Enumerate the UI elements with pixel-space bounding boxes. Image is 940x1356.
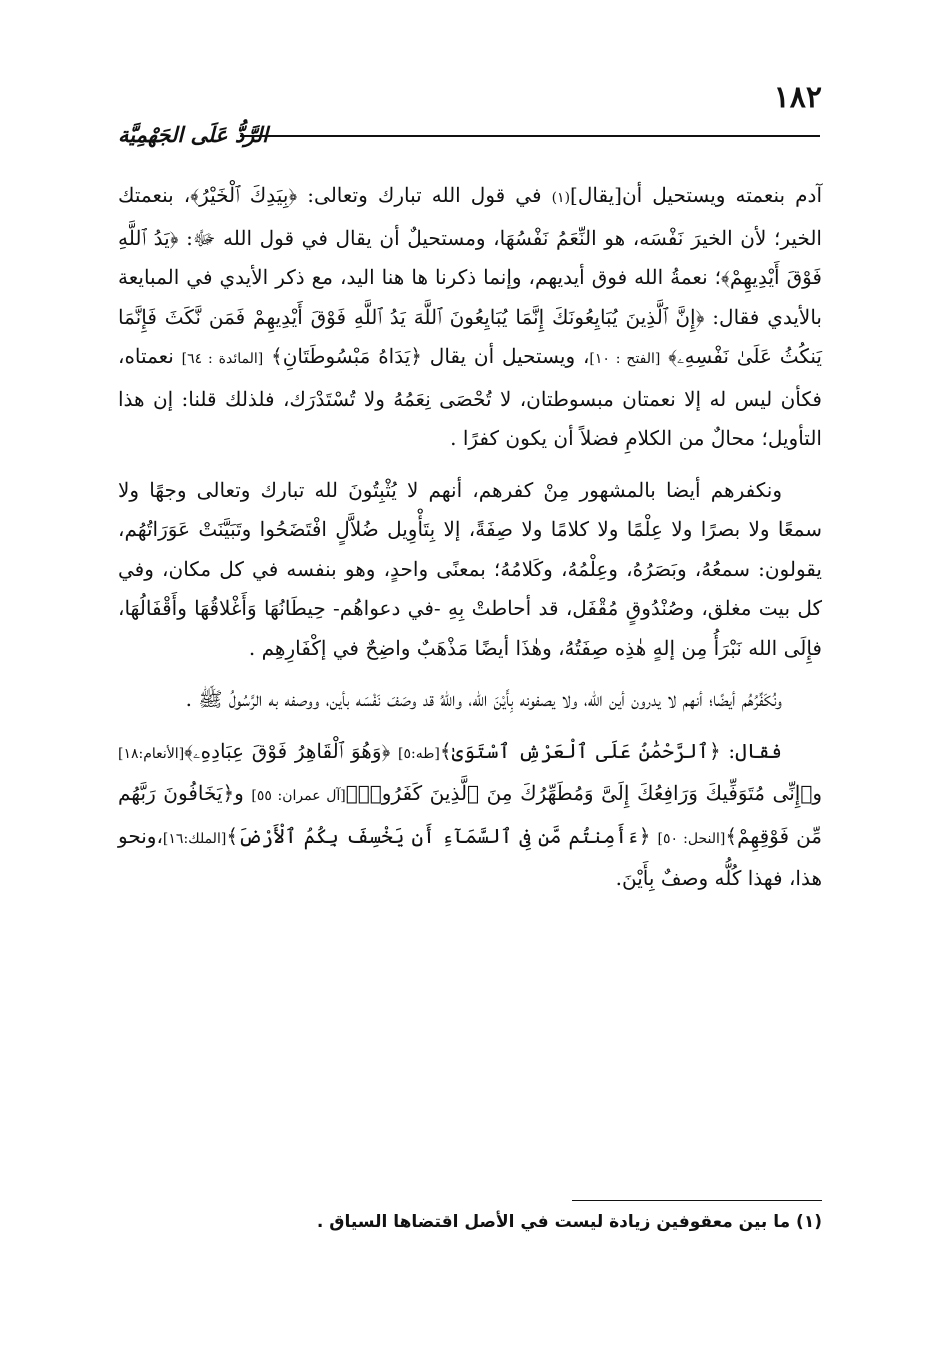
reference-mark: [آل عمران: ٥٥] bbox=[251, 788, 346, 804]
paragraph-2 bbox=[118, 471, 822, 669]
text-segment: فقال: ﴿ٱلرَّحْمَٰنُ عَلَى ٱلْعَرْشِ ٱسْتَوَىٰ﴾ bbox=[439, 738, 782, 763]
text-segment: نعمتاه، فكأن ليس له إلا نعمتان مبسوطتان، لا تُحْصَى نِعَمُهُ ولا تُسْتَدْرَك، فلذلك قلنا: إن هذا التأويل؛ محالٌ من الكلامِ فضلاً أن يكون كفرًا . bbox=[118, 344, 822, 450]
text-segment: في قول الله تبارك وتعالى: ﴿بِيَدِكَ ٱلْخَيْرُ﴾، بنعمتك الخير؛ لأن الخيرَ نَفْسَه، هو النِّعَمُ نَفْسُهَا، ومستحيلٌ أن يقال في قول الله ﷻ: ﴿يَدُ ٱللَّهِ فَوْقَ أَيْدِيهِمْ﴾؛ نعمةُ الله فوق أيديهم، وإنما ذكرنا ها هنا اليد، مع ذكر الأيدي في المبايعة بالأيدي فقال: ﴿إِنَّ ٱلَّذِينَ يُبَايِعُونَكَ إِنَّمَا يُبَايِعُونَ ٱللَّهَ يَدُ ٱللَّهِ فَوْقَ أَيْدِيهِمْ فَمَن نَّكَثَ فَإِنَّمَا يَنكُثُ عَلَىٰ نَفْسِهِۦ﴾ bbox=[118, 183, 822, 368]
text-segment: ، ويستحيل أن يقال ﴿يَدَاهُ مَبْسُوطَتَانِ﴾ bbox=[263, 344, 590, 368]
reference-mark: [الفتح : ١٠] bbox=[589, 351, 661, 367]
reference-mark: [النحل: ٥٠] bbox=[657, 830, 726, 847]
text-segment: ﴿وَهُوَ ٱلْقَاهِرُ فَوْقَ عِبَادِهِۦ﴾ bbox=[184, 738, 399, 763]
reference-mark: (١) bbox=[551, 190, 571, 206]
text-segment: ونُكَفِّرُهُم أيضًا؛ أنهم لا يدرون أين الله، ولا يصفونه بِأَيْنَ الله، واللهُ قد وصَفَ نَفْسَه بأين، ووصفه به الرَّسُولُ ﷺ . bbox=[185, 687, 782, 711]
paragraph-1 bbox=[118, 176, 822, 459]
reference-mark: [الملك:١٦] bbox=[162, 830, 227, 847]
text-segment: آدم بنعمته ويستحيل أن[يقال] bbox=[570, 183, 823, 207]
text-segment: ،ونحو هذا، فهذا كُلُّه وصفٌ بِأَيْنَ. bbox=[118, 823, 822, 890]
paragraph-3 bbox=[118, 680, 822, 720]
header-rule bbox=[240, 135, 820, 137]
footnote-rule bbox=[572, 1200, 822, 1201]
text-segment: و﴿يَخَافُونَ رَبَّهُم مِّن فَوْقِهِمْ﴾ bbox=[118, 781, 823, 848]
running-head: الرَّدُّ عَلَى الجَهْمِيَّة bbox=[118, 122, 268, 147]
reference-mark: [المائدة : ٦٤] bbox=[181, 351, 264, 367]
reference-mark: [الأنعام:١٨] bbox=[118, 745, 185, 762]
page-number: ١٨٢ bbox=[773, 80, 822, 115]
text-segment: و﴿إِنِّى مُتَوَفِّيكَ وَرَافِعُكَ إِلَىَّ وَمُطَهِّرُكَ مِنَ ٱلَّذِينَ كَفَرُوا۟﴾ bbox=[345, 781, 823, 805]
text-segment: ﴿ءَأَمِنتُم مَّن فِى ٱلسَّمَآءِ أَن يَخْسِفَ بِكُمُ ٱلْأَرْضَ﴾ bbox=[226, 823, 658, 848]
reference-mark: [طه:٥] bbox=[398, 745, 440, 762]
paragraph-4 bbox=[118, 732, 822, 899]
text-segment: ونكفرهم أيضا بالمشهور مِنْ كفرهم، أنهم لا يُثْبِتُونَ لله تبارك وتعالى وجهًا ولا سمعًا ولا بصرًا ولا عِلْمًا ولا كلامًا ولا صِفَةً، إلا بِتَأْوِيل ضُلاَّلٍ افْتَضَحُوا وتَبَيَّنَتْ عَوَرَاتُهُم، يقولون: سمعُهُ، وبَصَرُهُ، وعِلْمُهُ، وكَلامُهُ؛ بمعنًى واحدٍ، وهو بنفسه في كل مكان، وفي كل بيت مغلق، وصُنْدُوقٍ مُقْفَل، قد أحاطتْ بِهِ -في دعواهُم- حِيطَانُهَا وَأَغْلاقُهَا وأَقْفَالُهَا، فإِلَى الله نَبْرَأُ مِن إلهٍ هٰذِه صِفَتُهُ، وهٰذَا أيضًا مَذْهَبٌ واضِحٌ في إكْفَارِهِم . bbox=[118, 477, 822, 660]
body-text bbox=[118, 176, 822, 911]
footnote: (١) ما بين معقوفين زيادة ليست في الأصل اقتضاها السياق . bbox=[316, 1212, 822, 1232]
